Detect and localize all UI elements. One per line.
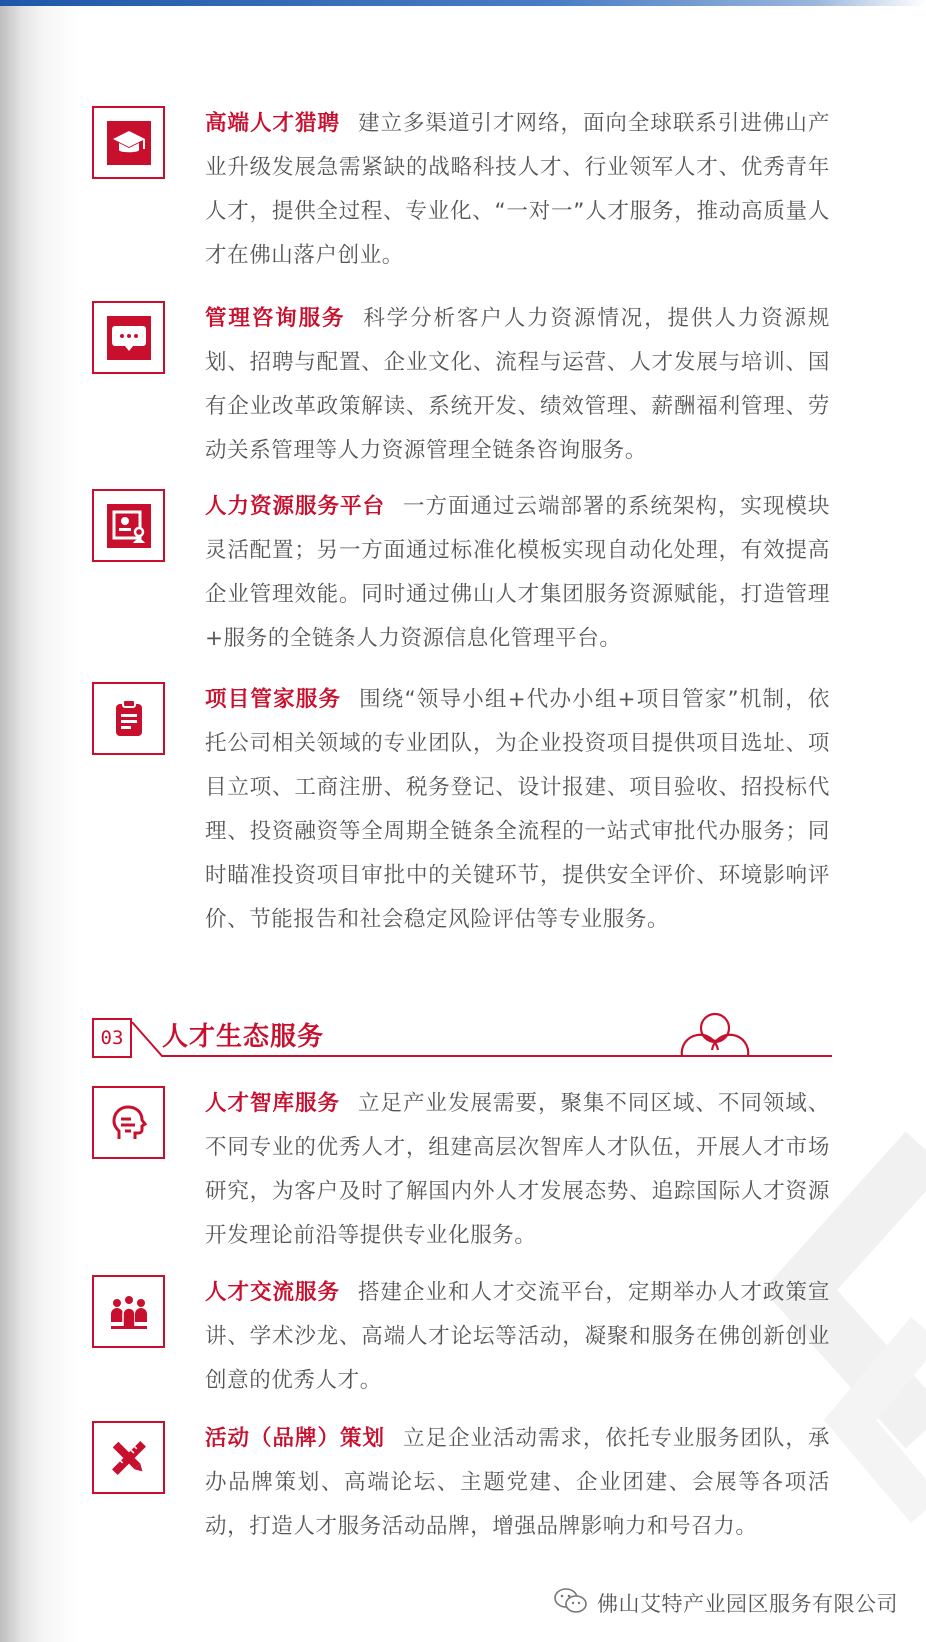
service-item-hr-platform — [205, 485, 830, 661]
graduation-cap-icon — [92, 106, 165, 179]
service-item-headhunting — [205, 102, 830, 278]
id-card-icon — [92, 489, 165, 562]
service-item-talent-exchange — [205, 1271, 830, 1403]
service-description: 一方面通过云端部署的系统架构，实现模块灵活配置；另一方面通过标准化模板实现自动化处理，有效提高企业管理效能。同时通过佛山人才集团服务资源赋能，打造管理+服务的全链条人力资源信息化管理平台。 — [205, 494, 830, 651]
pencil-ruler-icon — [92, 1421, 165, 1494]
service-heading: 项目管家服务 — [205, 687, 342, 712]
service-item-think-tank — [205, 1082, 830, 1258]
service-heading: 管理咨询服务 — [205, 306, 346, 331]
service-heading: 人力资源服务平台 — [205, 494, 385, 519]
service-description: 立足产业发展需要，聚集不同区域、不同领域、不同专业的优秀人才，组建高层次智库人才队伍，开展人才市场研究，为客户及时了解国内外人才发展态势、追踪国际人才资源开发理论前沿等提供专业化服务。 — [205, 1091, 830, 1248]
service-heading: 高端人才猎聘 — [205, 111, 340, 136]
service-heading: 活动（品牌）策划 — [205, 1426, 385, 1451]
service-item-event-branding — [205, 1417, 830, 1549]
section-title: 人才生态服务 — [162, 1022, 325, 1052]
service-description: 围绕“领导小组+代办小组+项目管家”机制，依托公司相关领域的专业团队，为企业投资项目提供项目选址、项目立项、工商注册、税务登记、设计报建、项目验收、招投标代理、投资融资等全周期全链条全流程的一站式审批代办服务；同时瞄准投资项目审批中的关键环节，提供安全评价、环境影响评价、节能报告和社会稳定风险评估等专业服务。 — [205, 687, 830, 932]
service-item-project-steward — [205, 678, 830, 942]
service-description: 搭建企业和人才交流平台，定期举办人才政策宣讲、学术沙龙、高端人才论坛等活动，凝聚和服务在佛创新创业创意的优秀人才。 — [205, 1280, 830, 1393]
chat-bubble-icon — [92, 301, 165, 374]
service-heading: 人才交流服务 — [205, 1280, 340, 1305]
service-description: 立足企业活动需求，依托专业服务团队，承办品牌策划、高端论坛、主题党建、企业团建、会展等各项活动，打造人才服务活动品牌，增强品牌影响力和号召力。 — [205, 1426, 830, 1539]
service-description: 建立多渠道引才网络，面向全球联系引进佛山产业升级发展急需紧缺的战略科技人才、行业领军人才、优秀青年人才，提供全过程、专业化、“一对一”人才服务，推动高质量人才在佛山落户创业。 — [205, 111, 830, 268]
section-header — [92, 1004, 832, 1064]
service-item-consulting — [205, 297, 830, 473]
section-number: 03 — [92, 1018, 132, 1058]
think-tank-head-icon — [92, 1086, 165, 1159]
clipboard-icon — [92, 682, 165, 755]
service-heading: 人才智库服务 — [205, 1091, 340, 1116]
footer-watermark — [553, 1586, 898, 1620]
wechat-icon — [553, 1587, 589, 1619]
service-description: 科学分析客户人力资源情况，提供人力资源规划、招聘与配置、企业文化、流程与运营、人才发展与培训、国有企业改革政策解读、系统开发、绩效管理、薪酬福利管理、劳动关系管理等人力资源管理全链条咨询服务。 — [205, 306, 830, 463]
people-group-icon — [92, 1275, 165, 1348]
top-accent-bar — [0, 0, 926, 6]
company-name: 佛山艾特产业园区服务有限公司 — [597, 1592, 898, 1616]
